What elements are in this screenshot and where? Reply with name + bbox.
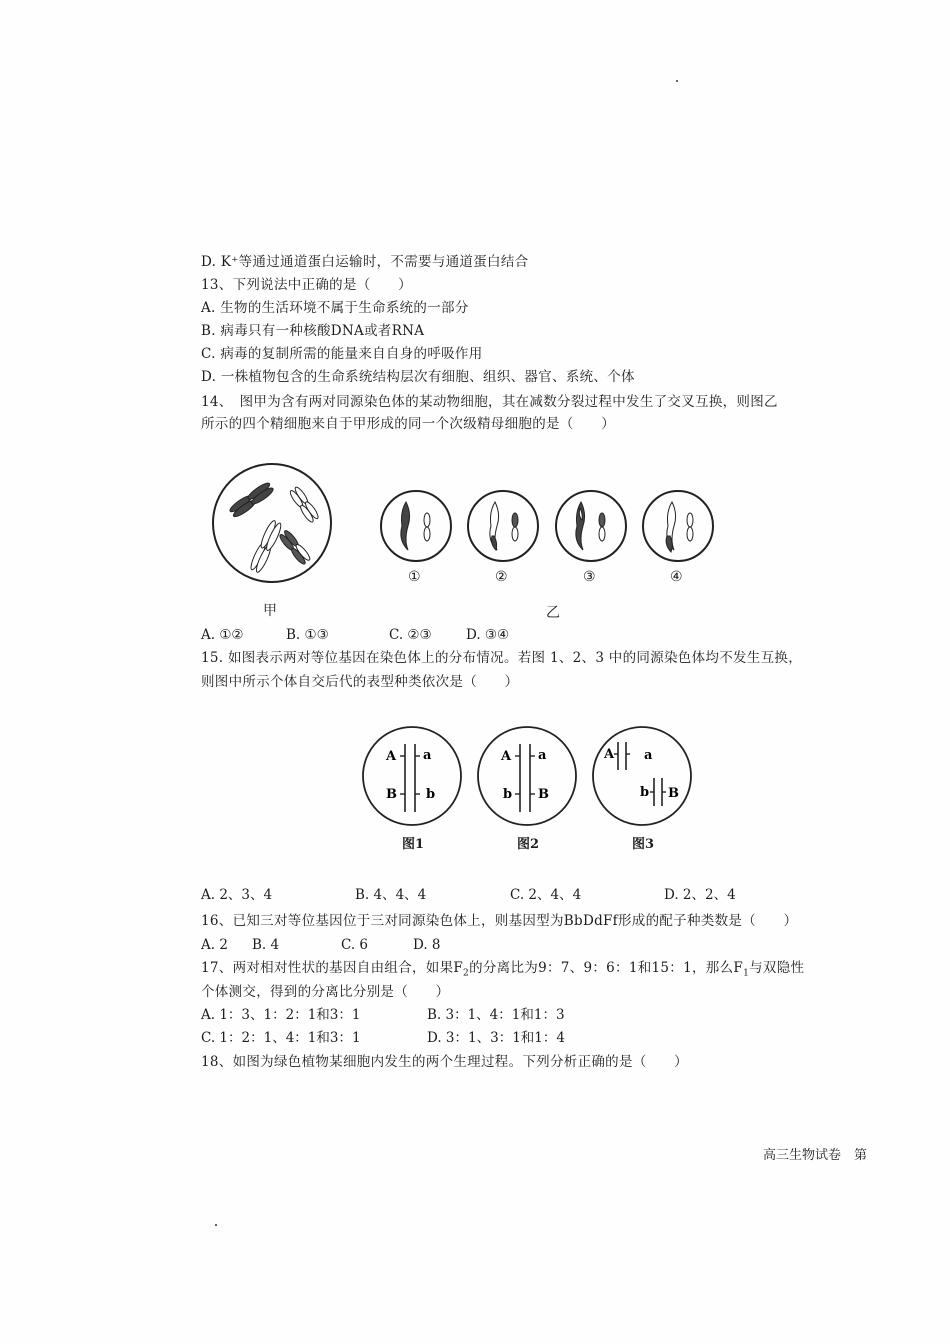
q13-option-c: C. 病毒的复制所需的能量来自自身的呼吸作用 — [201, 346, 483, 362]
q13-stem: 13、下列说法中正确的是（ ） — [201, 277, 412, 293]
figure-yi-cell-2 — [465, 488, 541, 564]
gene-figure-2-caption: 图2 — [517, 837, 540, 852]
scan-speck — [215, 1224, 217, 1226]
allele-label: A — [501, 749, 512, 764]
q17-stem-part-a: 17、两对相对性状的基因自由组合，如果F — [201, 960, 464, 976]
q14-option-d: D. ③④ — [466, 627, 510, 643]
q12-option-d: D. K⁺等通过通道蛋白运输时，不需要与通道蛋白结合 — [201, 254, 529, 270]
q16-option-b: B. 4 — [252, 937, 280, 953]
q14-stem-line2: 所示的四个精细胞来自于甲形成的同一个次级精母细胞的是（ ） — [201, 416, 615, 432]
q17-subscript-2: 2 — [463, 968, 470, 979]
allele-label: b — [640, 785, 650, 800]
q17-stem-part-c: 与双隐性 — [749, 960, 805, 976]
allele-label: b — [426, 787, 436, 802]
gene-figure-1 — [360, 726, 464, 830]
q17-option-a: A. 1：3、1：2：1和3：1 — [201, 1007, 361, 1023]
q15-options — [201, 886, 761, 904]
figure-yi-cell-3 — [553, 488, 629, 564]
q14-option-a: A. ①② — [201, 627, 244, 643]
gene-figure-1-caption: 图1 — [402, 837, 425, 852]
q16-stem: 16、已知三对等位基因位于三对同源染色体上，则基因型为BbDdFf形成的配子种类数是（ ） — [201, 913, 798, 929]
q15-option-c: C. 2、4、4 — [510, 887, 582, 903]
allele-label: B — [538, 787, 549, 802]
q17-option-b: B. 3：1、4：1和1：3 — [427, 1007, 565, 1023]
allele-label: B — [668, 786, 679, 801]
q17-stem-part-b: 的分离比为9：7、9：6：1和15：1，那么F — [469, 960, 744, 976]
q17-subscript-1: 1 — [743, 968, 750, 979]
figure-yi-cell-4 — [640, 488, 716, 564]
allele-label: b — [503, 787, 513, 802]
figure-jia-cell — [207, 458, 337, 588]
q14-options — [201, 626, 601, 644]
scan-speck — [676, 80, 678, 82]
allele-label: A — [386, 749, 397, 764]
q17-stem-line1 — [201, 959, 804, 983]
chromosome-light-large — [249, 519, 284, 573]
q17-stem-line2: 个体测交，得到的分离比分别是（ ） — [201, 984, 450, 1000]
q14-option-c: C. ②③ — [389, 627, 432, 643]
q17-options-row2 — [201, 1029, 621, 1047]
figure-yi-label: 乙 — [546, 605, 560, 621]
cell-label-1: ① — [408, 569, 421, 585]
allele-label: a — [644, 748, 653, 763]
chromosome-dark-small — [278, 529, 312, 566]
q16-options — [201, 936, 501, 954]
q17-option-d: D. 3：1、3：1和1：4 — [427, 1030, 565, 1046]
page-footer: 高三生物试卷 第 — [763, 1148, 868, 1163]
q17-options-row1 — [201, 1006, 621, 1024]
q15-option-b: B. 4、4、4 — [355, 887, 427, 903]
q17-option-c: C. 1：2：1、4：1和3：1 — [201, 1030, 361, 1046]
q13-option-d: D. 一株植物包含的生命系统结构层次有细胞、组织、器官、系统、个体 — [201, 369, 635, 385]
figure-jia-label: 甲 — [263, 603, 277, 619]
allele-label: a — [538, 748, 547, 763]
q14-option-b: B. ①③ — [286, 627, 329, 643]
gene-figure-2 — [475, 726, 579, 830]
chromosome-dark-large — [228, 481, 275, 519]
cell-label-4: ④ — [670, 569, 683, 585]
gene-figure-3 — [590, 726, 694, 830]
q13-option-b: B. 病毒只有一种核酸DNA或者RNA — [201, 323, 425, 339]
q15-option-a: A. 2、3、4 — [201, 887, 273, 903]
gene-figure-3-caption: 图3 — [632, 837, 655, 852]
q16-option-c: C. 6 — [341, 937, 369, 953]
allele-label: A — [604, 747, 615, 762]
allele-label: a — [423, 748, 432, 763]
figure-yi-cell-1 — [378, 488, 454, 564]
q16-option-d: D. 8 — [413, 937, 441, 953]
q15-stem-line2: 则图中所示个体自交后代的表型种类依次是（ ） — [201, 674, 519, 690]
q18-stem: 18、如图为绿色植物某细胞内发生的两个生理过程。下列分析正确的是（ ） — [201, 1054, 688, 1070]
allele-label: B — [386, 787, 397, 802]
q16-option-a: A. 2 — [201, 937, 228, 953]
q15-option-d: D. 2、2、4 — [664, 887, 736, 903]
chromosome-light-small — [288, 486, 320, 524]
q15-stem-line1: 15. 如图表示两对等位基因在染色体上的分布情况。若图 1、2、3 中的同源染色体均不发生互换， — [201, 650, 803, 666]
q14-stem-line1: 14、 图甲为含有两对同源染色体的某动物细胞，其在减数分裂过程中发生了交叉互换，则图乙 — [201, 394, 778, 410]
cell-label-3: ③ — [583, 569, 596, 585]
q13-option-a: A. 生物的生活环境不属于生命系统的一部分 — [201, 300, 469, 316]
cell-label-2: ② — [495, 569, 508, 585]
